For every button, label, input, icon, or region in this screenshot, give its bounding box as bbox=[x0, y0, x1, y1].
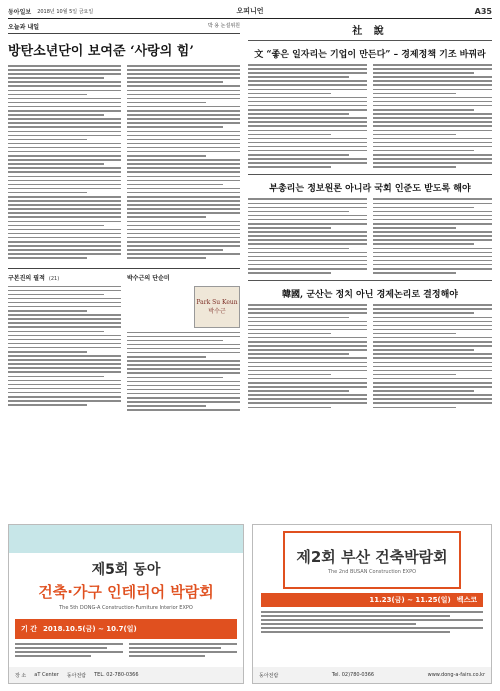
small-columns bbox=[8, 273, 240, 414]
editorial-1-text-a bbox=[248, 64, 367, 170]
ad2-title-box bbox=[283, 531, 461, 589]
divider bbox=[8, 268, 240, 269]
small-column-1-name: 구본진의 필적 bbox=[8, 274, 45, 282]
editorial-3-text-b bbox=[373, 304, 492, 410]
ad2-venue: 벡스코 bbox=[456, 596, 477, 604]
ad-organizer: 동아전람 bbox=[66, 672, 87, 679]
editorial-2-text-b bbox=[373, 198, 492, 276]
ad-period-bar bbox=[15, 619, 237, 639]
ad2-organizer: 동아전람 bbox=[259, 672, 279, 679]
editorial-2-body bbox=[248, 198, 492, 276]
editorial-2-text-a bbox=[248, 198, 367, 276]
ad-tel: TEL. 02-780-0366 bbox=[94, 672, 139, 678]
column-header bbox=[8, 22, 240, 34]
editorial-1 bbox=[248, 40, 492, 170]
ad-period: 2018.10.5(금) ~ 10.7(일) bbox=[42, 625, 137, 633]
ad-place: aT Center bbox=[34, 672, 59, 678]
ad-place-label: 장 소 bbox=[15, 672, 27, 679]
signature-image: Park Su Keun 박수근 bbox=[194, 286, 240, 328]
ad-info bbox=[9, 639, 243, 663]
small-column-1-number: (21) bbox=[48, 275, 60, 282]
masthead bbox=[8, 4, 492, 18]
small-column-1 bbox=[8, 273, 121, 414]
small-column-1-title bbox=[8, 273, 121, 282]
editorial-1-body bbox=[248, 64, 492, 170]
column-text-left bbox=[8, 65, 121, 262]
column-article bbox=[8, 22, 240, 413]
small-column-1-text bbox=[8, 286, 121, 409]
ad-subtitle: The 5th DONG-A Construction·Furniture Interior EXPO bbox=[59, 605, 193, 611]
editorial-2 bbox=[248, 174, 492, 276]
ad2-subtitle: The 2nd BUSAN Construction EXPO bbox=[327, 568, 417, 575]
column-headline: 방탄소년단이 보여준 ‘사랑의 힘’ bbox=[8, 44, 194, 59]
editorials bbox=[248, 22, 492, 411]
ad2-footer bbox=[253, 667, 491, 683]
ad-footer bbox=[9, 667, 243, 683]
ad-banner-top bbox=[9, 525, 243, 553]
editorial-3 bbox=[248, 280, 492, 410]
ad2-tel: Tel. 02)780-0366 bbox=[331, 672, 375, 678]
ad2-dates: 11.23(금) ~ 11.25(일) bbox=[369, 596, 451, 604]
ad2-hosts bbox=[261, 611, 483, 636]
small-column-2-text bbox=[127, 332, 240, 414]
column-label: 오늘과 내일 bbox=[8, 24, 40, 31]
editorial-3-headline: 韓國, 군산는 정치 아닌 경제논리로 결정해야 bbox=[282, 290, 458, 301]
expo-advertisement[interactable] bbox=[8, 524, 244, 684]
editorial-1-headline: 文 “좋은 일자리는 기업이 만든다” – 경제정책 기조 바꿔라 bbox=[254, 50, 486, 60]
ad2-host-text bbox=[261, 611, 483, 636]
byline: 박 용 논설위원 bbox=[207, 23, 240, 29]
section-title: 오피니언 bbox=[236, 7, 264, 15]
ad2-website[interactable]: www.dong-a-fairs.co.kr bbox=[427, 672, 485, 678]
editorial-label: 社 說 bbox=[352, 26, 388, 37]
small-column-2 bbox=[127, 273, 240, 414]
ad2-title: 제2회 부산 건축박람회 bbox=[296, 547, 448, 566]
masthead-rule bbox=[8, 18, 492, 19]
editorial-2-headline: 부총리는 정보원론 아니라 국회 인준도 받도록 해야 bbox=[269, 184, 471, 195]
paper-name: 동아일보 bbox=[8, 8, 32, 16]
small-column-2-title bbox=[127, 273, 240, 282]
column-body bbox=[8, 65, 240, 262]
small-column-2-name: 박수근의 단순미 bbox=[127, 274, 170, 282]
issue-date: 2018년 10월 5일 금요일 bbox=[37, 8, 94, 15]
editorial-1-text-b bbox=[373, 64, 492, 170]
page-number: A35 bbox=[474, 6, 492, 16]
ad-period-label: 기 간 bbox=[21, 625, 37, 633]
ad-info-text bbox=[15, 643, 123, 659]
column-text-right bbox=[127, 65, 240, 262]
editorial-3-text-a bbox=[248, 304, 367, 410]
busan-expo-advertisement[interactable] bbox=[252, 524, 492, 684]
ad-title-line1: 제5회 동아 bbox=[91, 562, 161, 578]
ad-title-line2: 건축·가구 인테리어 박람회 bbox=[38, 583, 214, 601]
ad-info-text-2 bbox=[129, 643, 237, 659]
editorial-3-body bbox=[248, 304, 492, 410]
ad2-date-bar bbox=[261, 593, 483, 607]
